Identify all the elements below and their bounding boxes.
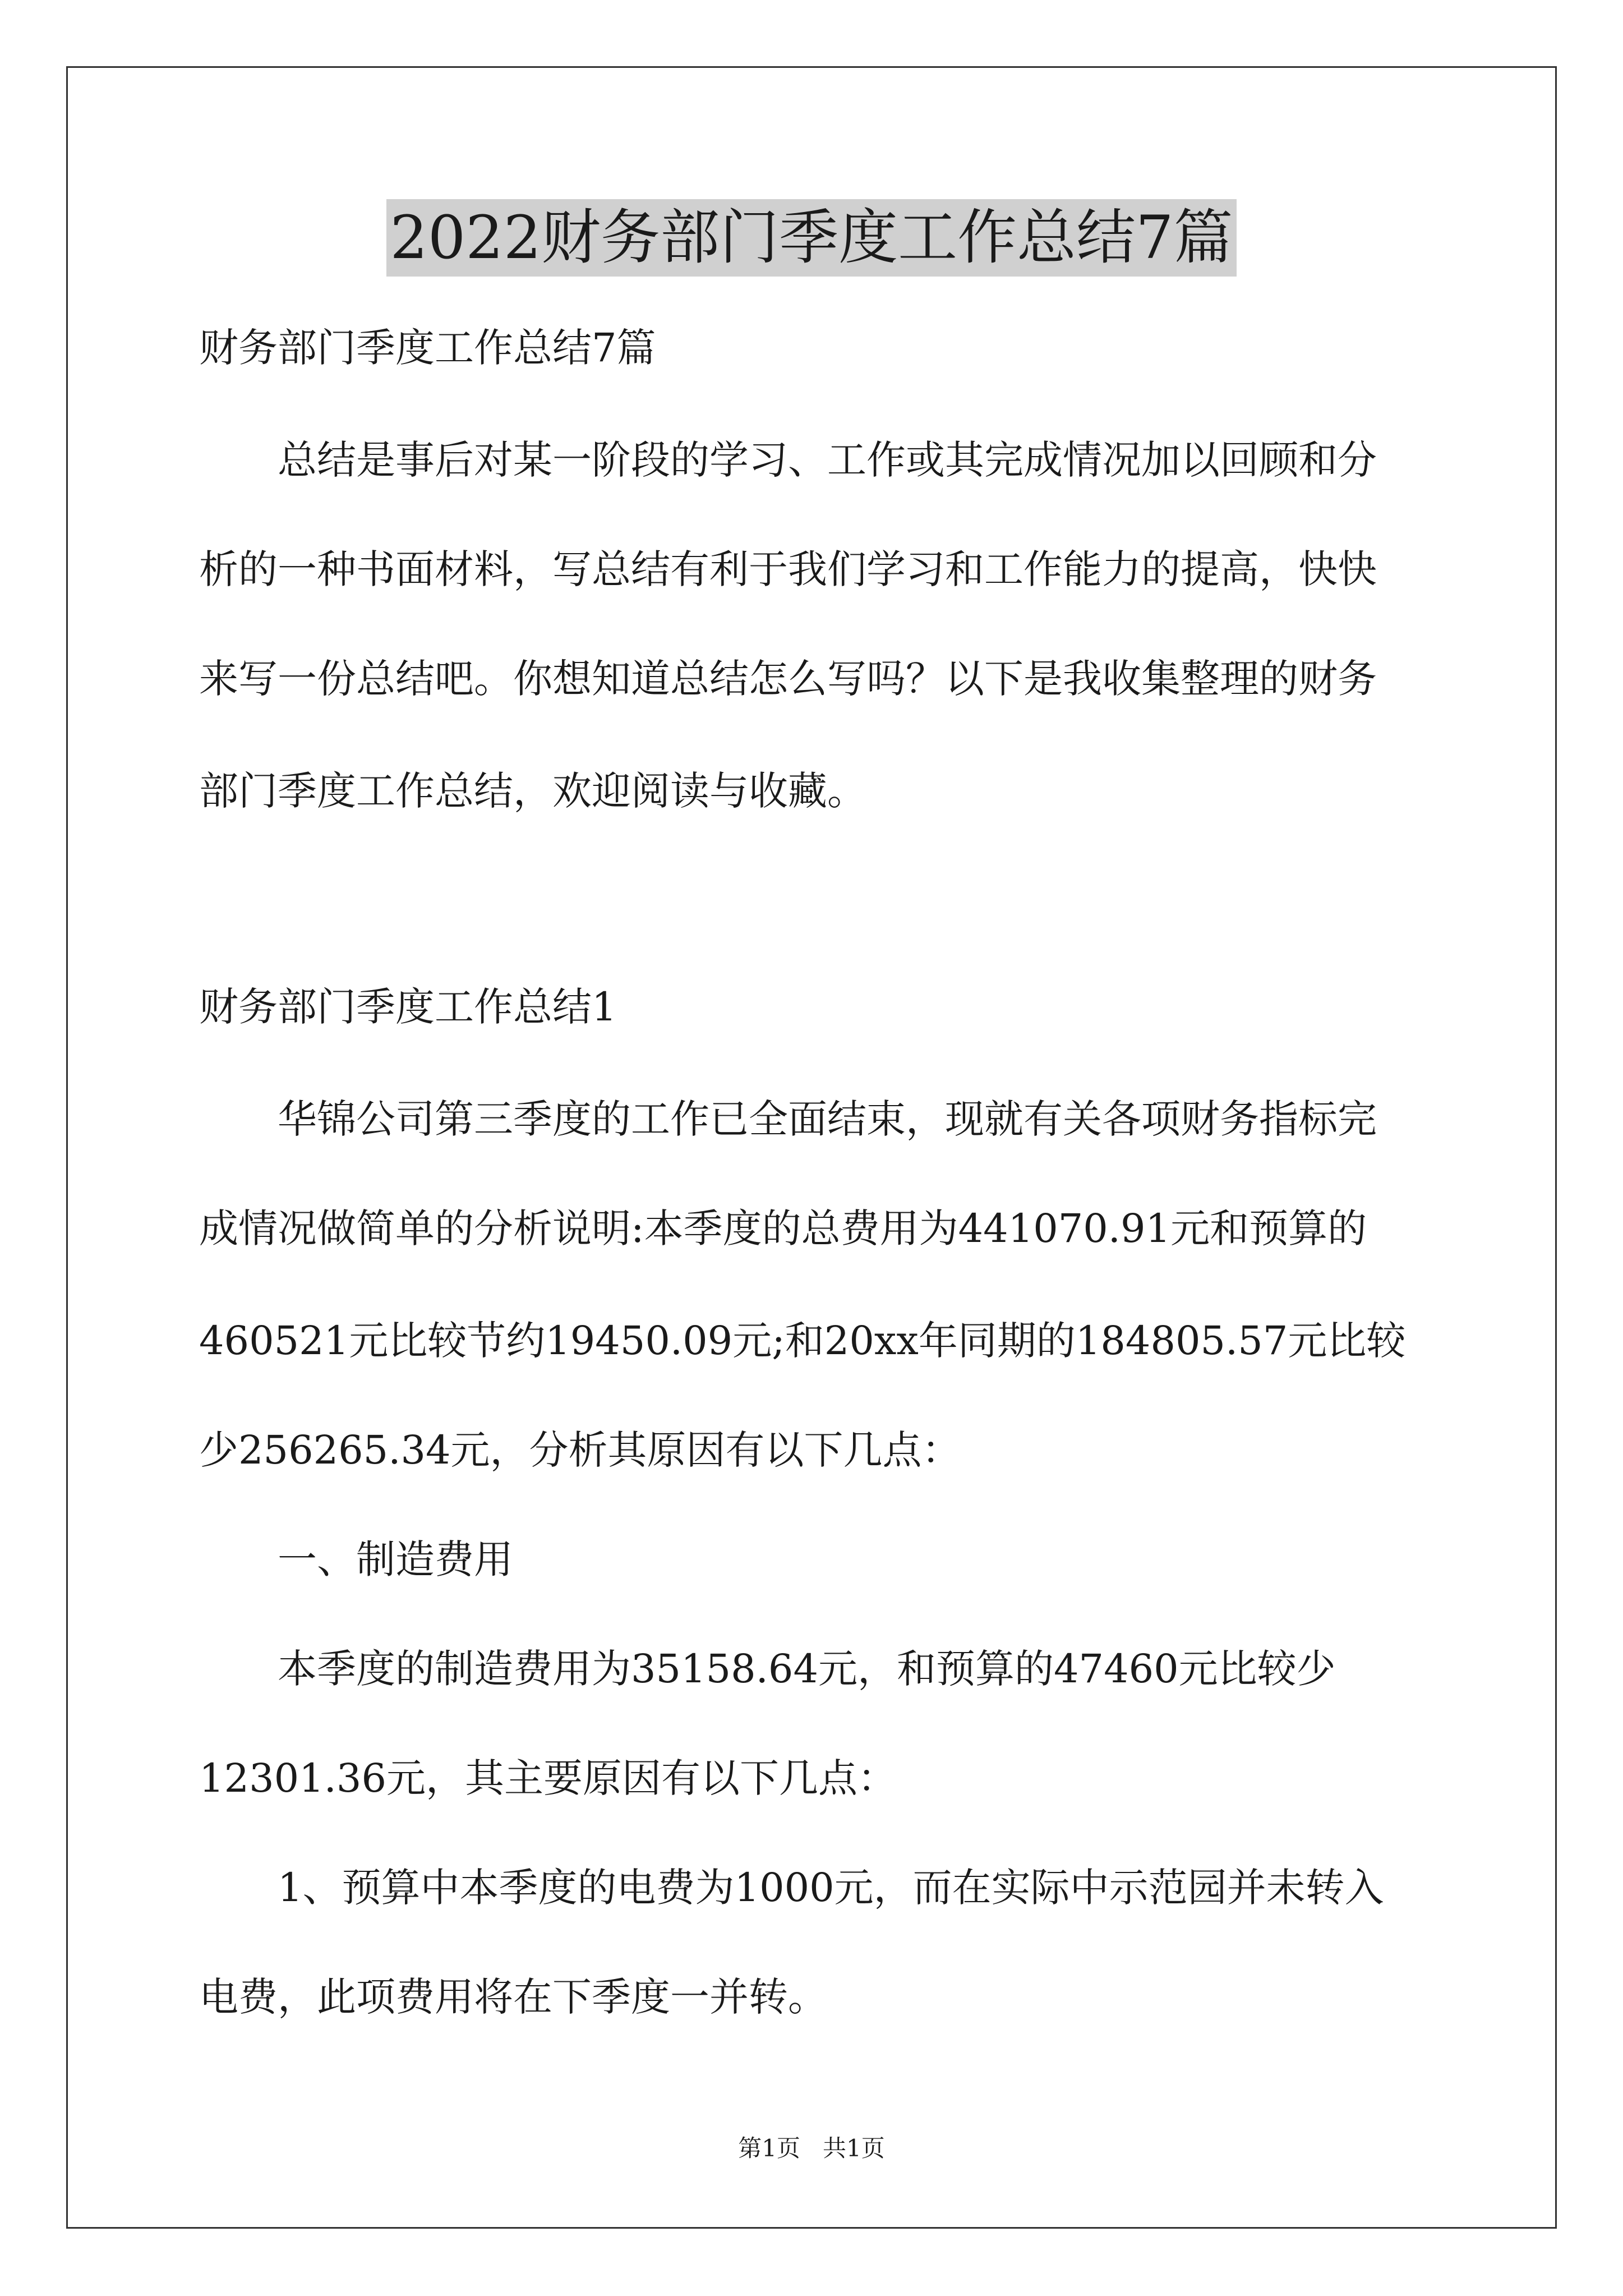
paragraph-line: 总结是事后对某一阶段的学习、工作或其完成情况加以回顾和分: [199, 437, 1377, 483]
document-title: 2022财务部门季度工作总结7篇: [386, 199, 1236, 277]
title-container: [0, 199, 1623, 277]
subsection-heading: 一、制造费用: [199, 1536, 513, 1582]
paragraph-line: 少256265.34元，分析其原因有以下几点：: [199, 1427, 961, 1473]
paragraph-line: 12301.36元，其主要原因有以下几点：: [199, 1755, 897, 1801]
paragraph-line: 华锦公司第三季度的工作已全面结束，现就有关各项财务指标完: [199, 1096, 1377, 1142]
page-footer: [0, 2132, 1623, 2165]
section-heading: 财务部门季度工作总结1: [199, 984, 617, 1030]
paragraph-line: 析的一种书面材料，写总结有利于我们学习和工作能力的提高，快快: [199, 546, 1377, 592]
page-number: 第1页: [738, 2134, 800, 2162]
paragraph-line: 本季度的制造费用为35158.64元，和预算的47460元比较少: [199, 1646, 1336, 1692]
paragraph-line: 来写一份总结吧。你想知道总结怎么写吗？以下是我收集整理的财务: [199, 656, 1377, 702]
paragraph-line: 460521元比较节约19450.09元;和20xx年同期的184805.57元比较: [199, 1318, 1406, 1364]
paragraph-line: 电费，此项费用将在下季度一并转。: [199, 1974, 827, 2020]
subtitle-line: 财务部门季度工作总结7篇: [199, 325, 656, 371]
paragraph-line: 1、预算中本季度的电费为1000元，而在实际中示范园并未转入: [199, 1865, 1384, 1911]
paragraph-line: 部门季度工作总结，欢迎阅读与收藏。: [199, 768, 866, 814]
paragraph-line: 成情况做简单的分析说明:本季度的总费用为441070.91元和预算的: [199, 1205, 1367, 1251]
page-total: 共1页: [823, 2134, 885, 2162]
